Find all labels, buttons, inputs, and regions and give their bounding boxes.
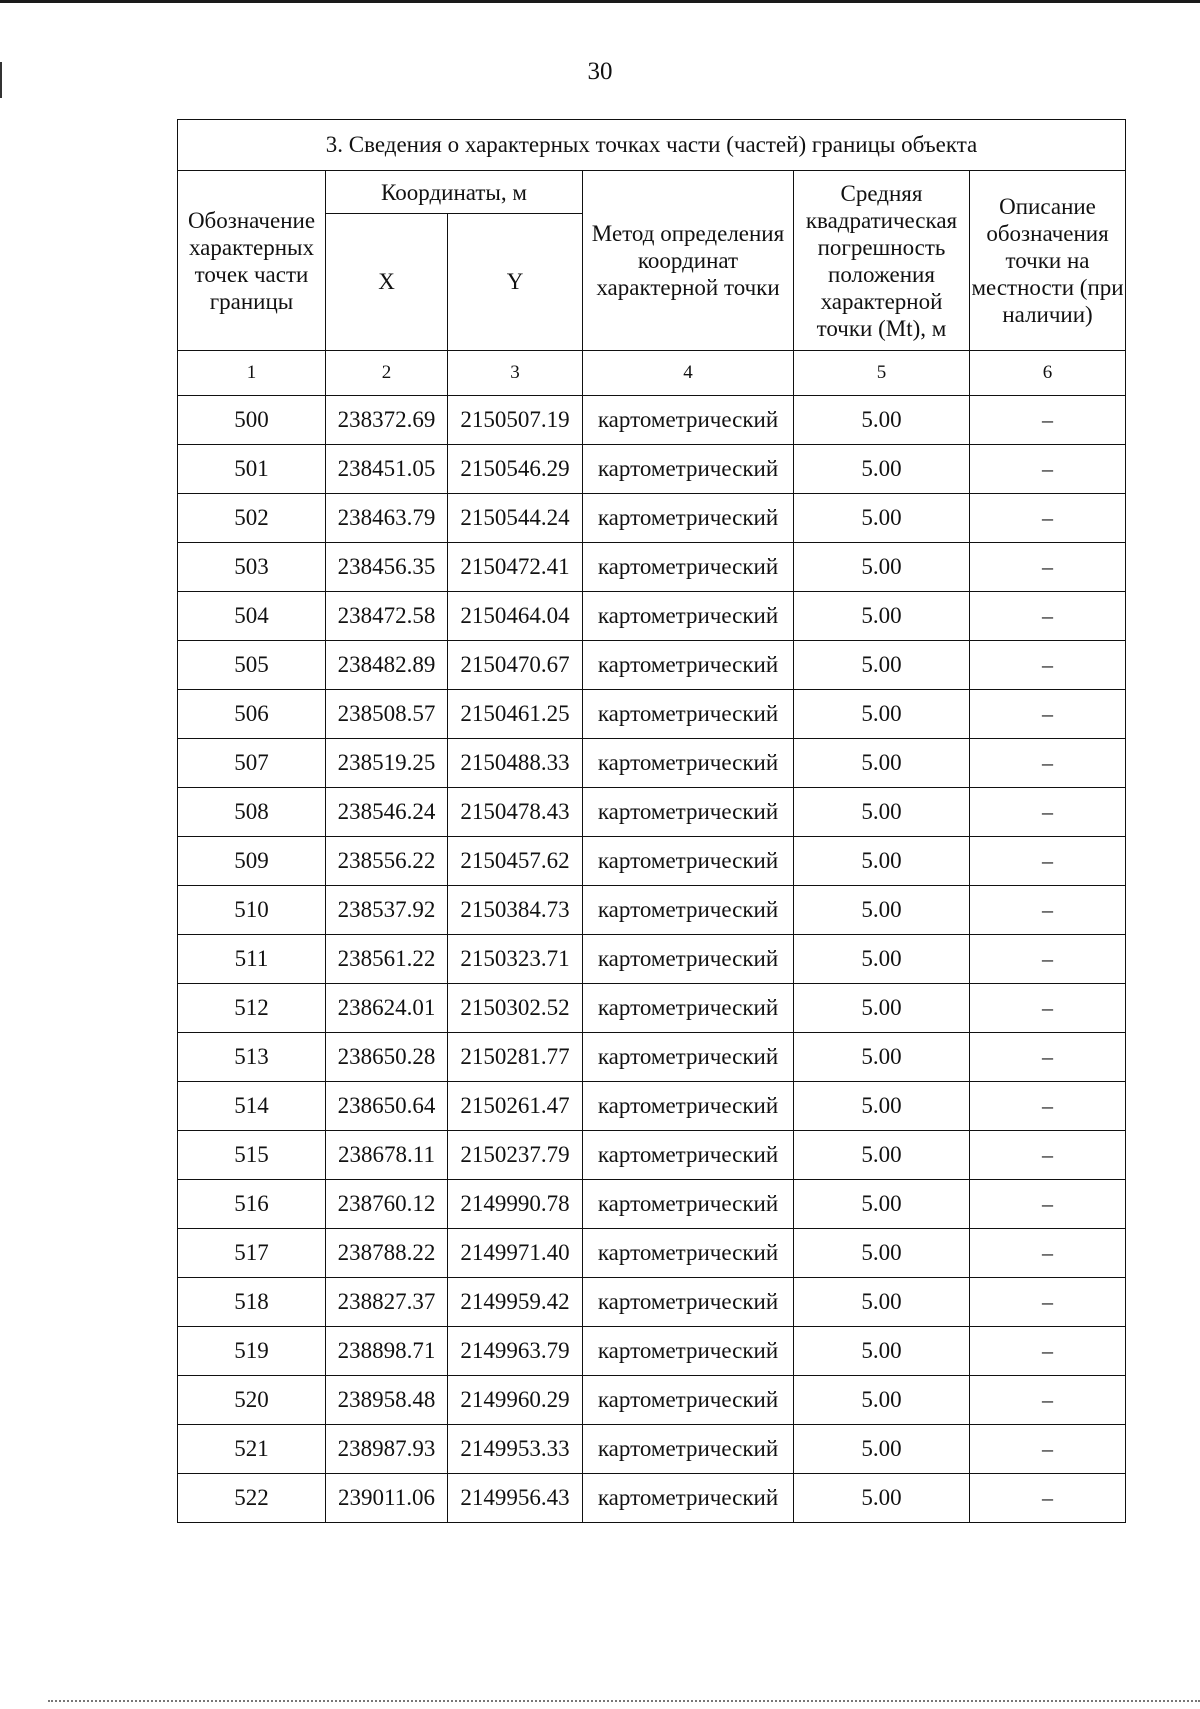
- cell-y: 2150464.04: [448, 592, 583, 641]
- section-title-row: [178, 120, 1126, 171]
- cell-x: 238788.22: [326, 1229, 448, 1278]
- cell-mt: 5.00: [794, 1376, 970, 1425]
- cell-mt: 5.00: [794, 837, 970, 886]
- boundary-points-table: [177, 119, 1126, 1523]
- cell-x: 238546.24: [326, 788, 448, 837]
- cell-point: 502: [178, 494, 326, 543]
- cell-mt: 5.00: [794, 739, 970, 788]
- cell-mt: 5.00: [794, 1229, 970, 1278]
- cell-point: 522: [178, 1474, 326, 1523]
- cell-description: –: [970, 1278, 1126, 1327]
- table-row: [178, 641, 1126, 690]
- cell-y: 2149956.43: [448, 1474, 583, 1523]
- cell-method: картометрический: [583, 1474, 794, 1523]
- cell-x: 238463.79: [326, 494, 448, 543]
- cell-y: 2150478.43: [448, 788, 583, 837]
- cell-y: 2150470.67: [448, 641, 583, 690]
- cell-description: –: [970, 837, 1126, 886]
- cell-method: картометрический: [583, 1376, 794, 1425]
- cell-mt: 5.00: [794, 1180, 970, 1229]
- cell-description: –: [970, 1033, 1126, 1082]
- cell-y: 2150281.77: [448, 1033, 583, 1082]
- cell-point: 500: [178, 396, 326, 445]
- table-row: [178, 1327, 1126, 1376]
- column-number: 5: [794, 351, 970, 396]
- section-title: 3. Сведения о характерных точках части (частей) границы объекта: [178, 120, 1126, 171]
- cell-method: картометрический: [583, 1327, 794, 1376]
- table-row: [178, 1425, 1126, 1474]
- cell-point: 511: [178, 935, 326, 984]
- column-number: 2: [326, 351, 448, 396]
- cell-y: 2150302.52: [448, 984, 583, 1033]
- table-row: [178, 543, 1126, 592]
- cell-y: 2149971.40: [448, 1229, 583, 1278]
- table-row: [178, 739, 1126, 788]
- cell-y: 2150237.79: [448, 1131, 583, 1180]
- cell-method: картометрический: [583, 1131, 794, 1180]
- table-row: [178, 984, 1126, 1033]
- cell-method: картометрический: [583, 837, 794, 886]
- cell-x: 238827.37: [326, 1278, 448, 1327]
- cell-description: –: [970, 1082, 1126, 1131]
- cell-method: картометрический: [583, 690, 794, 739]
- header-description: Описание обозначения точки на местности (при наличии): [970, 171, 1126, 351]
- cell-point: 505: [178, 641, 326, 690]
- cell-point: 506: [178, 690, 326, 739]
- table-row: [178, 396, 1126, 445]
- cell-y: 2150384.73: [448, 886, 583, 935]
- cell-x: 239011.06: [326, 1474, 448, 1523]
- cell-x: 238456.35: [326, 543, 448, 592]
- cell-method: картометрический: [583, 1278, 794, 1327]
- cell-method: картометрический: [583, 641, 794, 690]
- column-numbers-row: [178, 351, 1126, 396]
- cell-y: 2150457.62: [448, 837, 583, 886]
- table-row: [178, 886, 1126, 935]
- cell-y: 2150472.41: [448, 543, 583, 592]
- cell-description: –: [970, 543, 1126, 592]
- cell-method: картометрический: [583, 1180, 794, 1229]
- cell-description: –: [970, 886, 1126, 935]
- table-row: [178, 837, 1126, 886]
- cell-x: 238650.28: [326, 1033, 448, 1082]
- cell-mt: 5.00: [794, 494, 970, 543]
- cell-point: 501: [178, 445, 326, 494]
- cell-mt: 5.00: [794, 543, 970, 592]
- cell-x: 238508.57: [326, 690, 448, 739]
- cell-description: –: [970, 1474, 1126, 1523]
- table-row: [178, 690, 1126, 739]
- cell-y: 2150461.25: [448, 690, 583, 739]
- cell-method: картометрический: [583, 739, 794, 788]
- cell-description: –: [970, 494, 1126, 543]
- cell-x: 238678.11: [326, 1131, 448, 1180]
- cell-y: 2149960.29: [448, 1376, 583, 1425]
- header-row: [178, 171, 1126, 214]
- cell-description: –: [970, 1376, 1126, 1425]
- cell-method: картометрический: [583, 396, 794, 445]
- header-coordinates: Координаты, м: [326, 171, 583, 214]
- table-row: [178, 788, 1126, 837]
- cell-x: 238472.58: [326, 592, 448, 641]
- cell-point: 508: [178, 788, 326, 837]
- cell-description: –: [970, 396, 1126, 445]
- cell-description: –: [970, 1180, 1126, 1229]
- cell-description: –: [970, 935, 1126, 984]
- cell-y: 2150507.19: [448, 396, 583, 445]
- cell-y: 2150546.29: [448, 445, 583, 494]
- cell-point: 516: [178, 1180, 326, 1229]
- cell-description: –: [970, 1425, 1126, 1474]
- cell-method: картометрический: [583, 788, 794, 837]
- cell-method: картометрический: [583, 1033, 794, 1082]
- table-row: [178, 494, 1126, 543]
- cell-method: картометрический: [583, 1229, 794, 1278]
- cell-mt: 5.00: [794, 788, 970, 837]
- cell-method: картометрический: [583, 886, 794, 935]
- cell-point: 504: [178, 592, 326, 641]
- table-row: [178, 1082, 1126, 1131]
- cell-x: 238537.92: [326, 886, 448, 935]
- cell-y: 2149959.42: [448, 1278, 583, 1327]
- cell-mt: 5.00: [794, 1082, 970, 1131]
- header-x: X: [326, 214, 448, 351]
- cell-mt: 5.00: [794, 445, 970, 494]
- cell-point: 515: [178, 1131, 326, 1180]
- cell-description: –: [970, 641, 1126, 690]
- header-designation: Обозначение характерных точек части границы: [178, 171, 326, 351]
- cell-method: картометрический: [583, 984, 794, 1033]
- cell-x: 238624.01: [326, 984, 448, 1033]
- cell-mt: 5.00: [794, 1474, 970, 1523]
- cell-description: –: [970, 690, 1126, 739]
- cell-point: 507: [178, 739, 326, 788]
- cell-x: 238650.64: [326, 1082, 448, 1131]
- cell-description: –: [970, 445, 1126, 494]
- cell-mt: 5.00: [794, 641, 970, 690]
- scan-edge-bottom: [48, 1700, 1200, 1705]
- cell-method: картометрический: [583, 935, 794, 984]
- cell-method: картометрический: [583, 592, 794, 641]
- cell-method: картометрический: [583, 445, 794, 494]
- table-row: [178, 1033, 1126, 1082]
- cell-x: 238556.22: [326, 837, 448, 886]
- table-row: [178, 1229, 1126, 1278]
- cell-mt: 5.00: [794, 1425, 970, 1474]
- column-number: 1: [178, 351, 326, 396]
- cell-mt: 5.00: [794, 984, 970, 1033]
- cell-mt: 5.00: [794, 886, 970, 935]
- cell-y: 2150544.24: [448, 494, 583, 543]
- cell-description: –: [970, 788, 1126, 837]
- cell-mt: 5.00: [794, 592, 970, 641]
- cell-point: 520: [178, 1376, 326, 1425]
- cell-x: 238987.93: [326, 1425, 448, 1474]
- cell-point: 517: [178, 1229, 326, 1278]
- cell-x: 238760.12: [326, 1180, 448, 1229]
- cell-mt: 5.00: [794, 1278, 970, 1327]
- cell-point: 518: [178, 1278, 326, 1327]
- cell-description: –: [970, 592, 1126, 641]
- cell-mt: 5.00: [794, 396, 970, 445]
- cell-description: –: [970, 1327, 1126, 1376]
- cell-point: 503: [178, 543, 326, 592]
- cell-description: –: [970, 1131, 1126, 1180]
- table-row: [178, 1376, 1126, 1425]
- cell-point: 519: [178, 1327, 326, 1376]
- cell-x: 238519.25: [326, 739, 448, 788]
- cell-mt: 5.00: [794, 935, 970, 984]
- cell-x: 238451.05: [326, 445, 448, 494]
- scan-edge-top: [0, 0, 1200, 3]
- table-row: [178, 592, 1126, 641]
- cell-mt: 5.00: [794, 1033, 970, 1082]
- cell-x: 238372.69: [326, 396, 448, 445]
- cell-description: –: [970, 739, 1126, 788]
- header-y: Y: [448, 214, 583, 351]
- cell-point: 512: [178, 984, 326, 1033]
- cell-mt: 5.00: [794, 1327, 970, 1376]
- page-number: 30: [587, 58, 613, 85]
- table-row: [178, 1278, 1126, 1327]
- cell-mt: 5.00: [794, 690, 970, 739]
- cell-point: 509: [178, 837, 326, 886]
- cell-x: 238561.22: [326, 935, 448, 984]
- cell-y: 2149953.33: [448, 1425, 583, 1474]
- cell-method: картометрический: [583, 494, 794, 543]
- cell-point: 521: [178, 1425, 326, 1474]
- column-number: 3: [448, 351, 583, 396]
- cell-mt: 5.00: [794, 1131, 970, 1180]
- cell-description: –: [970, 1229, 1126, 1278]
- cell-y: 2149963.79: [448, 1327, 583, 1376]
- table-row: [178, 1180, 1126, 1229]
- table-row: [178, 445, 1126, 494]
- header-error: Средняя квадратическая погрешность положения характерной точки (Mt), м: [794, 171, 970, 351]
- cell-point: 513: [178, 1033, 326, 1082]
- cell-y: 2150323.71: [448, 935, 583, 984]
- cell-y: 2150261.47: [448, 1082, 583, 1131]
- cell-x: 238958.48: [326, 1376, 448, 1425]
- cell-point: 510: [178, 886, 326, 935]
- cell-x: 238482.89: [326, 641, 448, 690]
- column-number: 4: [583, 351, 794, 396]
- cell-x: 238898.71: [326, 1327, 448, 1376]
- column-number: 6: [970, 351, 1126, 396]
- cell-point: 514: [178, 1082, 326, 1131]
- header-method: Метод определения координат характерной точки: [583, 171, 794, 351]
- cell-y: 2150488.33: [448, 739, 583, 788]
- cell-method: картометрический: [583, 1082, 794, 1131]
- cell-method: картометрический: [583, 1425, 794, 1474]
- cell-y: 2149990.78: [448, 1180, 583, 1229]
- cell-method: картометрический: [583, 543, 794, 592]
- table-row: [178, 1131, 1126, 1180]
- cell-description: –: [970, 984, 1126, 1033]
- table-row: [178, 1474, 1126, 1523]
- table-row: [178, 935, 1126, 984]
